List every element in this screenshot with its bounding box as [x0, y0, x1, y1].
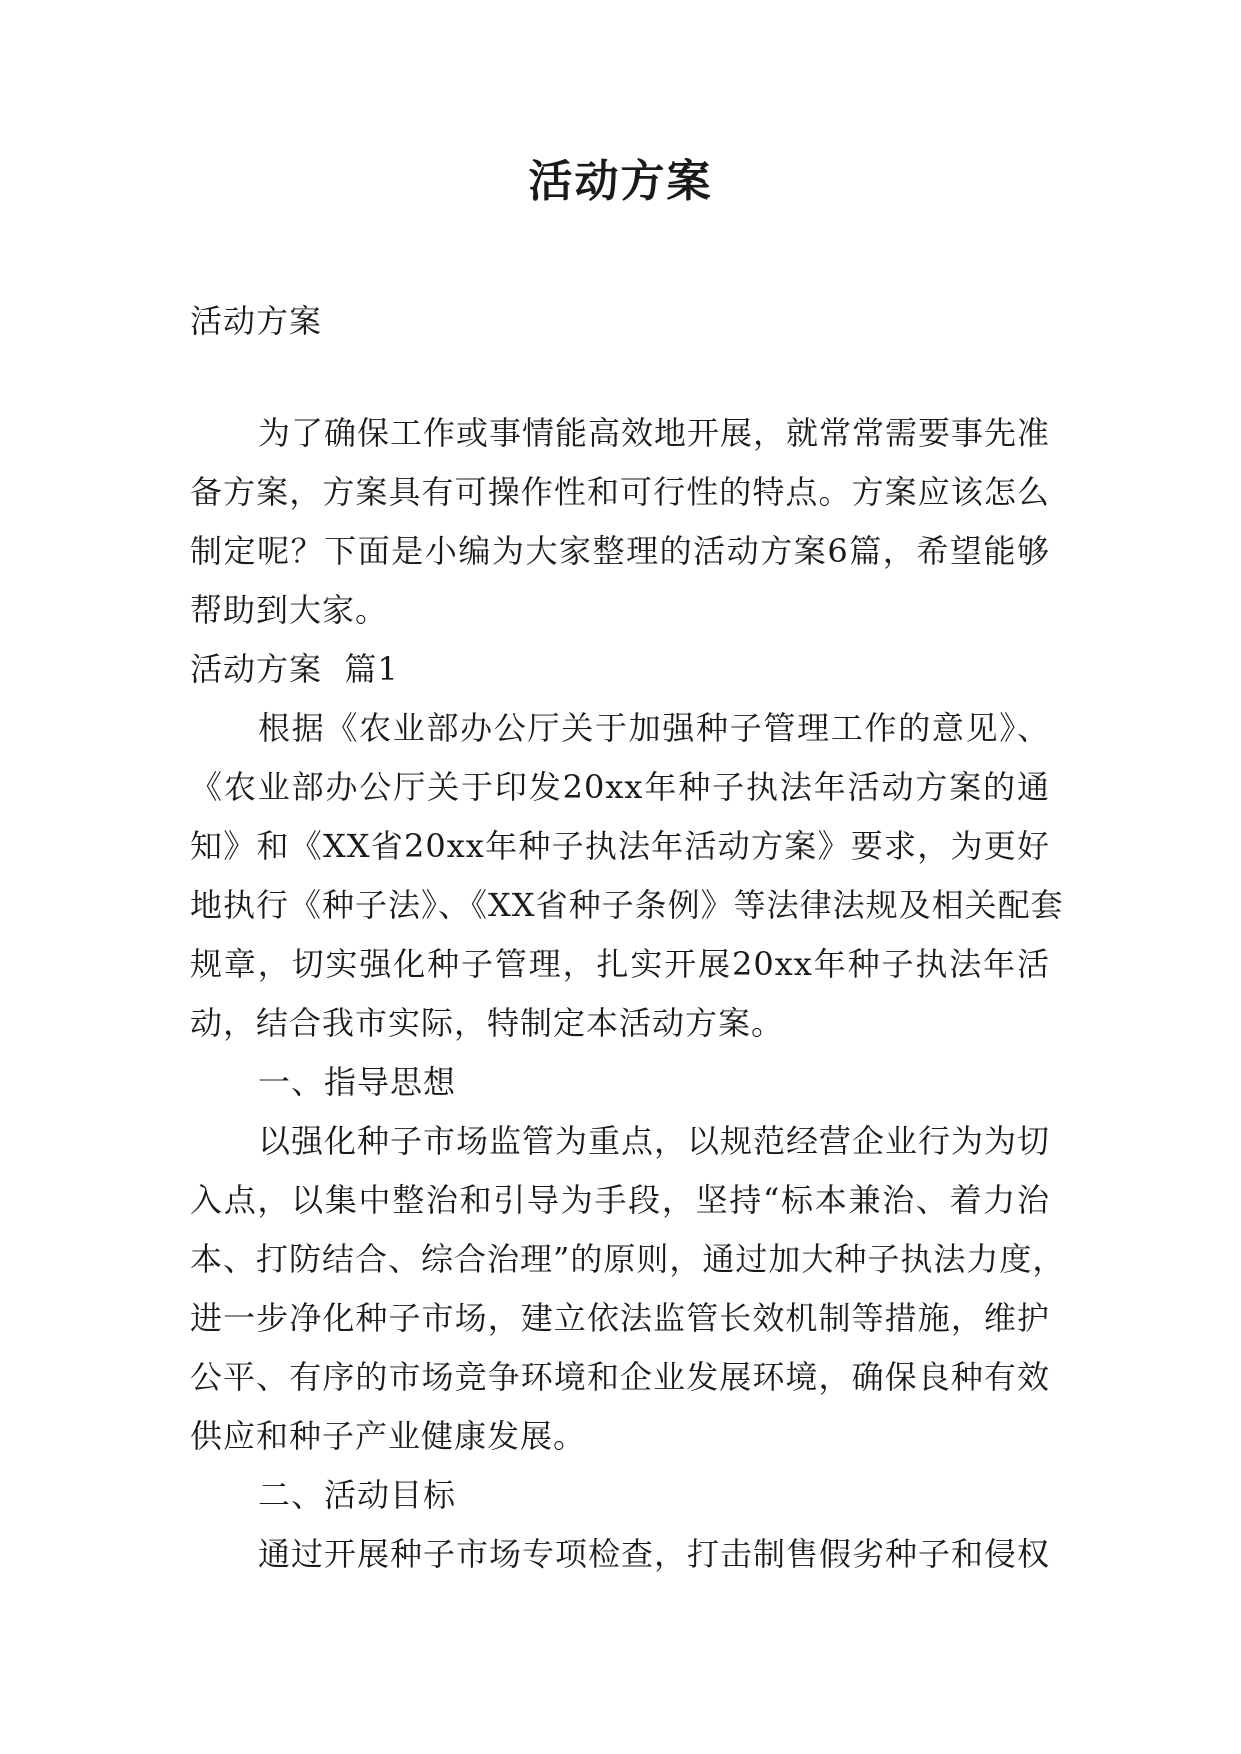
text-line: 入点，以集中整治和引导为手段，坚持“标本兼治、着力治	[190, 1181, 1050, 1219]
text-line: 动，结合我市实际，特制定本活动方案。	[190, 1004, 785, 1042]
text-line: 公平、有序的市场竞争环境和企业发展环境，确保良种有效	[190, 1358, 1050, 1396]
text-line: 为了确保工作或事情能高效地开展，就常常需要事先准	[258, 414, 1051, 452]
document-body	[190, 292, 1066, 1584]
section-heading-2: 二、活动目标	[258, 1476, 457, 1514]
document-title: 活动方案	[528, 156, 713, 207]
text-line: 本、打防结合、综合治理”的原则，通过加大种子执法力度，	[190, 1240, 1066, 1278]
text-line: 根据《农业部办公厅关于加强种子管理工作的意见》、	[258, 709, 1050, 747]
text-line: 供应和种子产业健康发展。	[190, 1417, 587, 1455]
document-subtitle: 活动方案	[190, 302, 323, 340]
text-line: 制定呢？下面是小编为大家整理的活动方案6篇，希望能够	[190, 532, 1050, 570]
intro-paragraph	[190, 404, 1050, 640]
paragraph-3	[190, 1525, 1050, 1584]
paragraph-1	[190, 699, 1064, 1053]
text-line: 地执行《种子法》、《XX省种子条例》等法律法规及相关配套	[190, 886, 1064, 924]
text-line: 以强化种子市场监管为重点，以规范经营企业行为为切	[258, 1122, 1051, 1160]
text-line: 通过开展种子市场专项检查，打击制售假劣种子和侵权	[258, 1535, 1051, 1573]
text-line: 备方案，方案具有可操作性和可行性的特点。方案应该怎么	[190, 473, 1050, 511]
section-title: 活动方案 篇1	[190, 650, 399, 688]
text-line: 《农业部办公厅关于印发20xx年种子执法年活动方案的通	[190, 768, 1050, 806]
spacer	[190, 351, 1050, 404]
text-line: 规章，切实强化种子管理，扎实开展20xx年种子执法年活	[190, 945, 1050, 983]
text-line: 知》和《XX省20xx年种子执法年活动方案》要求，为更好	[190, 827, 1050, 865]
text-line: 帮助到大家。	[190, 591, 389, 629]
text-line: 进一步净化种子市场，建立依法监管长效机制等措施，维护	[190, 1299, 1050, 1337]
section-heading-1: 一、指导思想	[258, 1063, 457, 1101]
paragraph-2	[190, 1112, 1066, 1466]
